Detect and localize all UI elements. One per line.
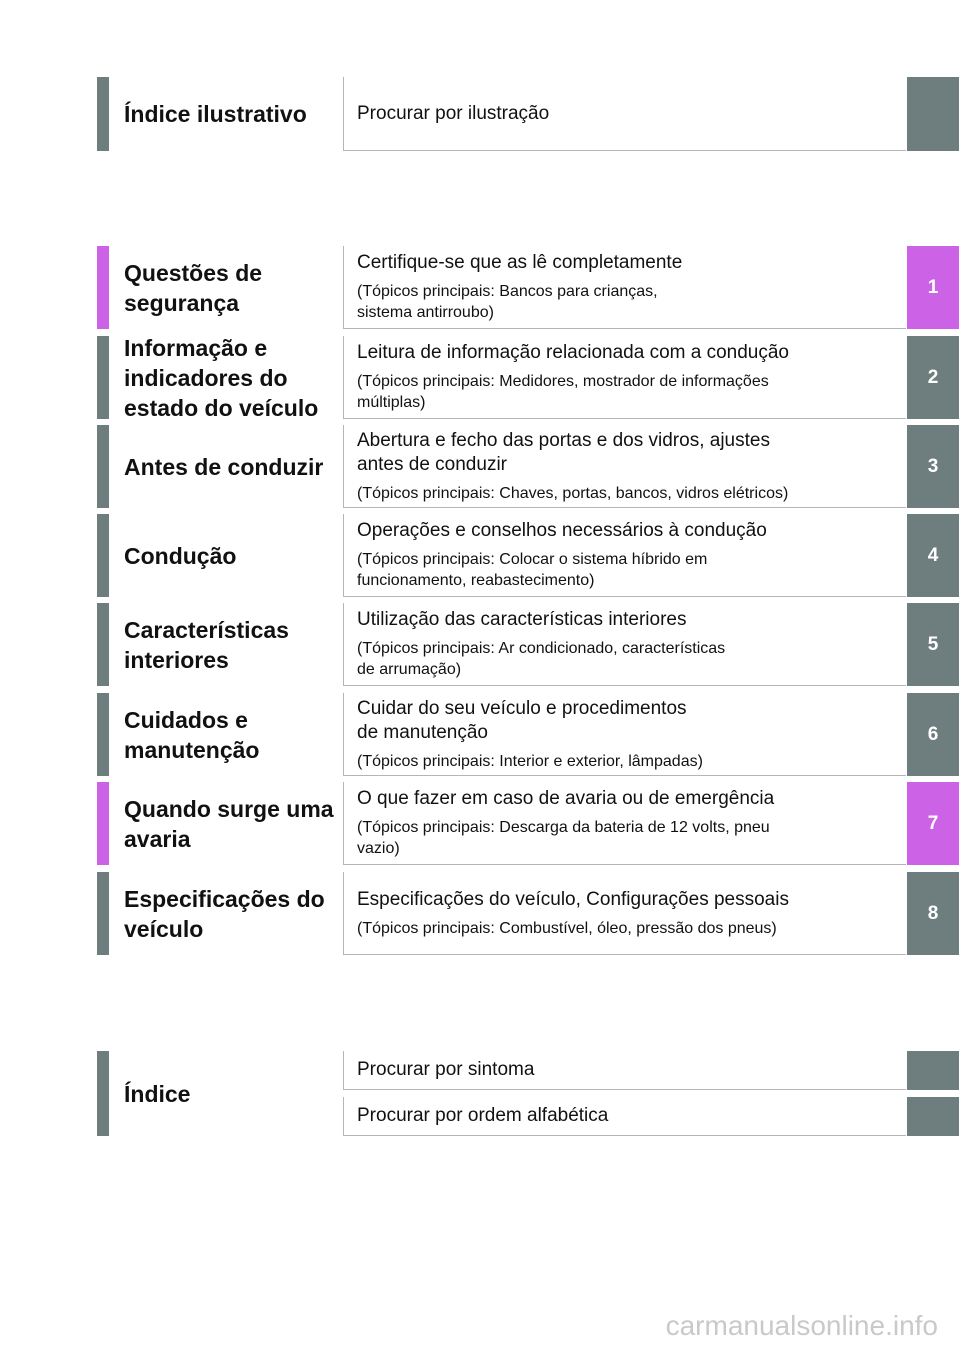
description-topics: (Tópicos principais: Combustível, óleo, pressão dos pneus) xyxy=(357,919,777,937)
description-main: Leitura de informação relacionada com a condução xyxy=(357,342,789,363)
section-title: Antes de conduzir xyxy=(124,453,324,480)
chapter-row-2[interactable] xyxy=(97,336,959,419)
chapter-row-4[interactable] xyxy=(97,514,959,597)
section-title: Cuidados e manutenção xyxy=(124,706,260,763)
description-main: Abertura e fecho das portas e dos vidros, ajustes antes de conduzir xyxy=(357,429,770,475)
search-alphabetical[interactable] xyxy=(343,1097,906,1136)
section-description[interactable] xyxy=(343,514,906,597)
chapter-tab-2[interactable]: 2 xyxy=(907,336,959,419)
chapter-tab-5[interactable]: 5 xyxy=(907,603,959,686)
section-description[interactable] xyxy=(343,246,906,329)
alphabetical-tab[interactable] xyxy=(907,1097,959,1136)
section-title: Características interiores xyxy=(124,616,289,673)
description-topics: (Tópicos principais: Chaves, portas, bancos, vidros elétricos) xyxy=(357,484,789,502)
chapter-tab-4[interactable]: 4 xyxy=(907,514,959,597)
section-title: Especificações do veículo xyxy=(124,885,325,942)
chapter-tab-6[interactable]: 6 xyxy=(907,693,959,776)
description-topics: (Tópicos principais: Colocar o sistema híbrido em funcionamento, reabastecimento) xyxy=(357,551,708,589)
chapter-tab-8[interactable]: 8 xyxy=(907,872,959,955)
chapter-row-6[interactable] xyxy=(97,693,959,776)
description-topics: (Tópicos principais: Ar condicionado, características de arrumação) xyxy=(357,640,726,678)
section-title: Questões de segurança xyxy=(124,259,263,316)
description-topics: (Tópicos principais: Medidores, mostrador de informações múltiplas) xyxy=(357,373,769,411)
row-left-bar xyxy=(97,336,109,419)
description-topics: (Tópicos principais: Bancos para crianças, sistema antirroubo) xyxy=(357,283,658,321)
section-description[interactable] xyxy=(343,782,906,865)
section-title: Quando surge uma avaria xyxy=(124,795,334,852)
section-description[interactable] xyxy=(343,425,906,508)
section-title: Índice xyxy=(124,1080,191,1107)
description-topics: (Tópicos principais: Interior e exterior, lâmpadas) xyxy=(357,752,703,770)
row-left-bar xyxy=(97,514,109,597)
search-by-symptom[interactable] xyxy=(343,1051,906,1090)
row-left-bar xyxy=(97,246,109,329)
chapter-row-5[interactable] xyxy=(97,603,959,686)
chapter-row-3[interactable] xyxy=(97,425,959,508)
row-left-bar xyxy=(97,782,109,865)
description-main: Procurar por ilustração xyxy=(357,102,550,124)
symptom-tab[interactable] xyxy=(907,1051,959,1090)
chapter-row-7[interactable] xyxy=(97,782,959,865)
description-main: Procurar por sintoma xyxy=(357,1059,535,1080)
row-left-bar xyxy=(97,872,109,955)
row-left-bar xyxy=(97,603,109,686)
chapter-row-8[interactable] xyxy=(97,872,959,955)
chapter-row-1[interactable] xyxy=(97,246,959,329)
description-main: Procurar por ordem alfabética xyxy=(357,1105,609,1126)
section-description[interactable] xyxy=(343,77,906,151)
description-main: Certifique-se que as lê completamente xyxy=(357,252,683,273)
row-left-bar xyxy=(97,425,109,508)
section-description[interactable] xyxy=(343,693,906,776)
section-tab[interactable] xyxy=(907,77,959,151)
description-topics: (Tópicos principais: Descarga da bateria de 12 volts, pneu vazio) xyxy=(357,819,770,857)
section-title: Informação e indicadores do estado do veículo xyxy=(124,334,319,421)
chapter-tab-3[interactable]: 3 xyxy=(907,425,959,508)
illustrated-index-row[interactable] xyxy=(97,77,959,151)
description-main: Operações e conselhos necessários à condução xyxy=(357,520,767,541)
description-main: Especificações do veículo, Configurações pessoais xyxy=(357,888,789,910)
row-left-bar xyxy=(97,1051,109,1136)
section-description[interactable] xyxy=(343,603,906,686)
index-row xyxy=(97,1051,959,1136)
description-main: Cuidar do seu veículo e procedimentos de manutenção xyxy=(357,697,687,743)
chapter-tab-1[interactable]: 1 xyxy=(907,246,959,329)
description-main: O que fazer em caso de avaria ou de emergência xyxy=(357,788,775,809)
section-title: Índice ilustrativo xyxy=(124,101,307,127)
chapter-tab-7[interactable]: 7 xyxy=(907,782,959,865)
section-description[interactable] xyxy=(343,336,906,419)
section-title: Condução xyxy=(124,542,237,569)
description-main: Utilização das características interiores xyxy=(357,609,687,630)
row-left-bar xyxy=(97,693,109,776)
row-left-bar xyxy=(97,77,109,151)
watermark: carmanualsonline.info xyxy=(665,1310,938,1341)
section-description[interactable] xyxy=(343,872,906,955)
